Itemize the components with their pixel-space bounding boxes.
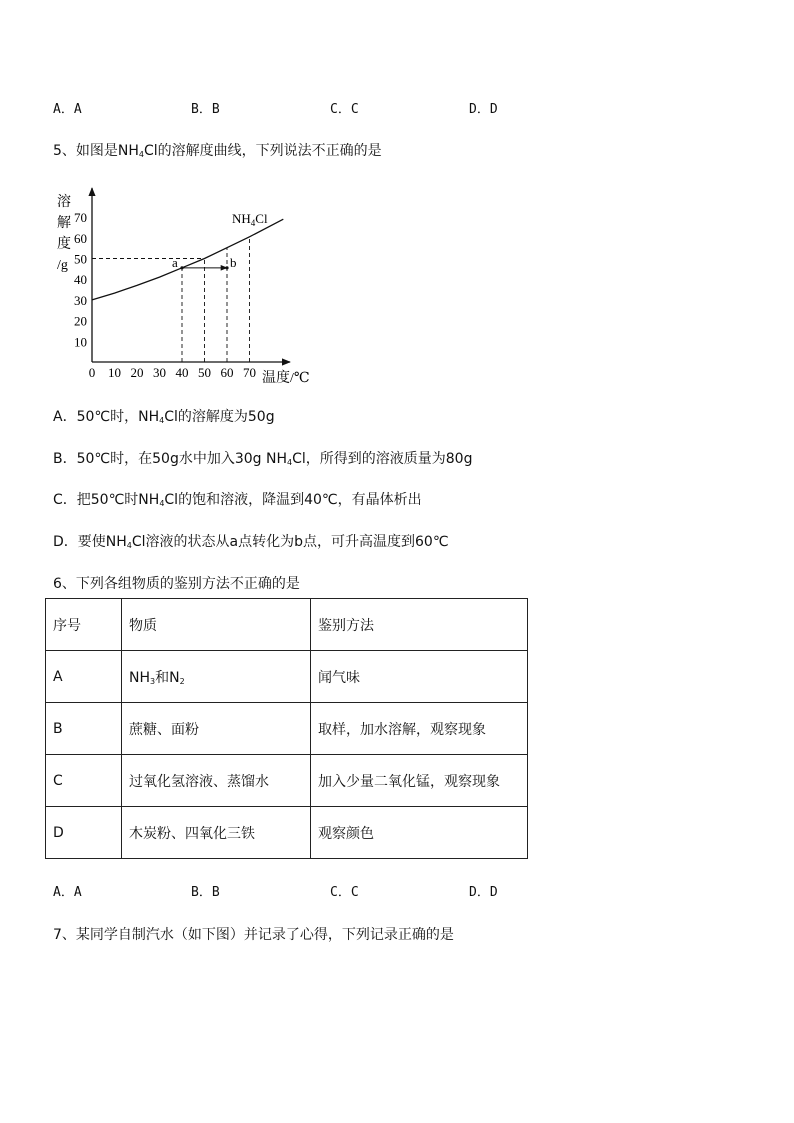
x-tick-label: 30 [153,365,166,380]
q6-option-d: D．D [469,885,498,900]
row-method: 加入少量二氧化锰，观察现象 [311,755,528,807]
row-material: 蔗糖、面粉 [122,703,311,755]
solubility-chart [40,180,330,390]
point-b-label: b [230,254,237,270]
row-method: 取样，加水溶解，观察现象 [311,703,528,755]
y-axis-label-char: 解 [57,216,71,231]
q6-option-c: C．C [330,885,359,900]
q5-option-d: D．要使$NH_4Cl$溶液的状态从a点转化为b点，可升高温度到60℃ [53,534,449,550]
q4-option-c: C．C [330,102,359,117]
y-axis-label-char: /g [57,258,68,273]
point-a [180,266,183,269]
x-tick-label: 0 [88,365,96,380]
curve-label: $NH_4Cl$ [232,211,268,228]
y-axis-label-char: 溶 [57,195,71,210]
row-material: 过氧化氢溶液、蒸馏水 [122,755,311,807]
y-axis-label-char: 度 [57,237,71,252]
table-row [46,651,528,703]
q5-option-b: B．50℃时，在50g水中加入30g $NH_4Cl$，所得到的溶液质量为80g [53,451,473,467]
row-method: 观察颜色 [311,807,528,859]
row-id: D [46,807,122,859]
row-material: $NH_3$和$N_2$ [122,651,311,703]
q4-option-d: D．D [469,102,498,117]
x-tick-label: 50 [198,365,211,380]
q5-option-a: A．50℃时，$NH_4Cl$的溶解度为50g [53,409,275,425]
y-tick-label: 30 [74,292,87,308]
point-a-label: a [172,254,178,270]
q5-option-c: C．把50℃时$NH_4Cl$的饱和溶液，降温到40℃，有晶体析出 [53,492,422,508]
table-row [46,703,528,755]
q6-option-a: A．A [53,885,82,900]
solubility-curve [92,219,283,300]
q4-option-a: A．A [53,102,82,117]
row-id: C [46,755,122,807]
row-material: 木炭粉、四氧化三铁 [122,807,311,859]
x-tick-label: 20 [130,365,144,380]
y-tick-label: 40 [74,272,87,288]
header-material: 物质 [122,599,311,651]
header-method: 鉴别方法 [311,599,528,651]
table-row [46,807,528,859]
row-id: B [46,703,122,755]
x-tick-label: 60 [220,365,234,380]
row-id: A [46,651,122,703]
x-axis-label: 温度/℃ [262,371,310,386]
q6-stem: 6、下列各组物质的鉴别方法不正确的是 [53,576,300,592]
y-tick-label: 70 [74,210,87,226]
x-tick-label: 10 [108,365,121,380]
y-tick-label: 20 [74,313,87,329]
q7-stem: 7、某同学自制汽水（如下图）并记录了心得，下列记录正确的是 [53,927,454,943]
q6-option-b: B．B [191,885,220,900]
y-tick-label: 60 [74,230,87,246]
table-header-row [46,599,528,651]
q4-option-b: B．B [191,102,220,117]
table-row [46,755,528,807]
header-id: 序号 [46,599,122,651]
x-tick-label: 70 [243,365,256,380]
q6-table [45,598,528,859]
row-method: 闻气味 [311,651,528,703]
q5-stem: 5、如图是$NH_4Cl$的溶解度曲线，下列说法不正确的是 [53,143,382,159]
y-tick-label: 50 [74,251,87,267]
x-tick-label: 40 [175,365,189,380]
point-b [225,266,228,269]
y-tick-label: 10 [74,334,87,350]
